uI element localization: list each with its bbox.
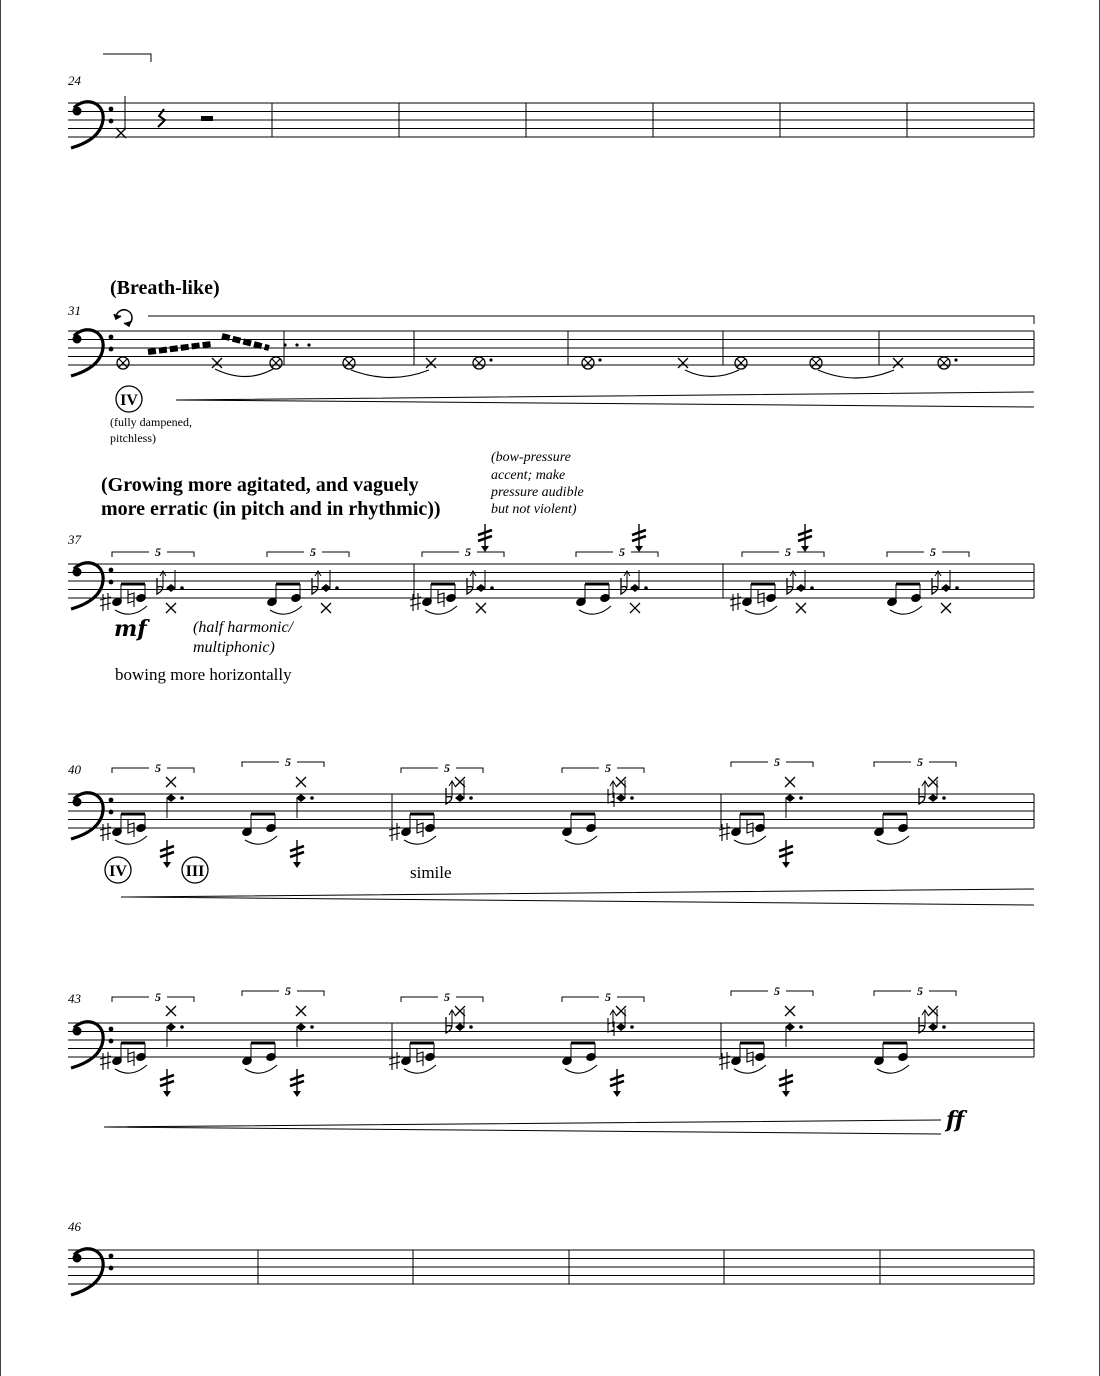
tuplet-number: 5 [155, 990, 161, 1004]
quintuplet-figure [873, 984, 956, 1073]
tuplet-number: 5 [605, 990, 611, 1004]
technique-note: pitchless) [110, 431, 156, 445]
quintuplet-figure [886, 545, 969, 614]
technique-note: pressure audible [491, 485, 584, 500]
technique-note: (fully dampened, [110, 415, 192, 429]
crescendo-hairpin [121, 889, 1034, 905]
string-label: IV [120, 392, 138, 409]
tuplet-number: 5 [785, 545, 791, 559]
quintuplet-figure [730, 524, 824, 614]
tuplet-number: 5 [285, 755, 291, 769]
measure-number: 24 [68, 73, 81, 88]
quintuplet-figure [561, 990, 644, 1097]
tuplet-number: 5 [917, 984, 923, 998]
string-label: III [185, 863, 205, 880]
tuplet-number: 5 [444, 990, 450, 1004]
direction-text: more erratic (in pitch and in rhythmic)) [101, 498, 441, 520]
half-rest-icon [201, 116, 213, 121]
quintuplet-figure [410, 524, 504, 614]
technique-note: multiphonic) [193, 639, 275, 656]
measure-number: 40 [68, 762, 81, 777]
direction-text: (Breath-like) [110, 277, 220, 299]
dynamic-marking: ff [946, 1107, 965, 1133]
crescendo-hairpin [176, 392, 1034, 407]
quintuplet-figure [100, 761, 194, 868]
technique-note: (bow-pressure [491, 450, 571, 465]
technique-note: simile [410, 863, 452, 882]
system-3 [67, 450, 1034, 684]
tuplet-number: 5 [619, 545, 625, 559]
dynamic-marking: mf [114, 616, 147, 642]
system-2 [67, 277, 1034, 445]
system-6 [68, 1219, 1034, 1295]
crescendo-hairpin [104, 1120, 941, 1134]
quintuplet-figure [100, 990, 194, 1097]
tuplet-number: 5 [774, 755, 780, 769]
tuplet-number: 5 [285, 984, 291, 998]
quintuplet-figure [100, 545, 194, 614]
direction-text: (Growing more agitated, and vaguely [101, 474, 419, 496]
technique-note: accent; make [491, 468, 566, 483]
quintuplet-figure [575, 524, 658, 614]
measure-number: 37 [68, 532, 81, 547]
tuplet-number: 5 [444, 761, 450, 775]
quintuplet-figure [873, 755, 956, 844]
system-1 [68, 54, 1034, 148]
tuplet-number: 5 [310, 545, 316, 559]
tuplet-number: 5 [930, 545, 936, 559]
quintuplet-figure [266, 545, 349, 614]
system-5 [68, 984, 1034, 1134]
circular-bowing-icon [114, 310, 132, 326]
system-4 [68, 755, 1034, 905]
measure-number: 46 [68, 1219, 81, 1234]
technique-note: (half harmonic/ [193, 619, 293, 636]
tuplet-number: 5 [605, 761, 611, 775]
technique-note: bowing more horizontally [115, 665, 292, 684]
tuplet-number: 5 [155, 545, 161, 559]
measure-number: 43 [68, 991, 81, 1006]
tuplet-number: 5 [774, 984, 780, 998]
tuplet-number: 5 [465, 545, 471, 559]
string-label: IV [109, 863, 127, 880]
tuplet-number: 5 [155, 761, 161, 775]
score-canvas [1, 0, 1100, 1376]
technique-note: but not violent) [491, 502, 577, 517]
measure-number: 31 [68, 303, 81, 318]
tuplet-number: 5 [917, 755, 923, 769]
